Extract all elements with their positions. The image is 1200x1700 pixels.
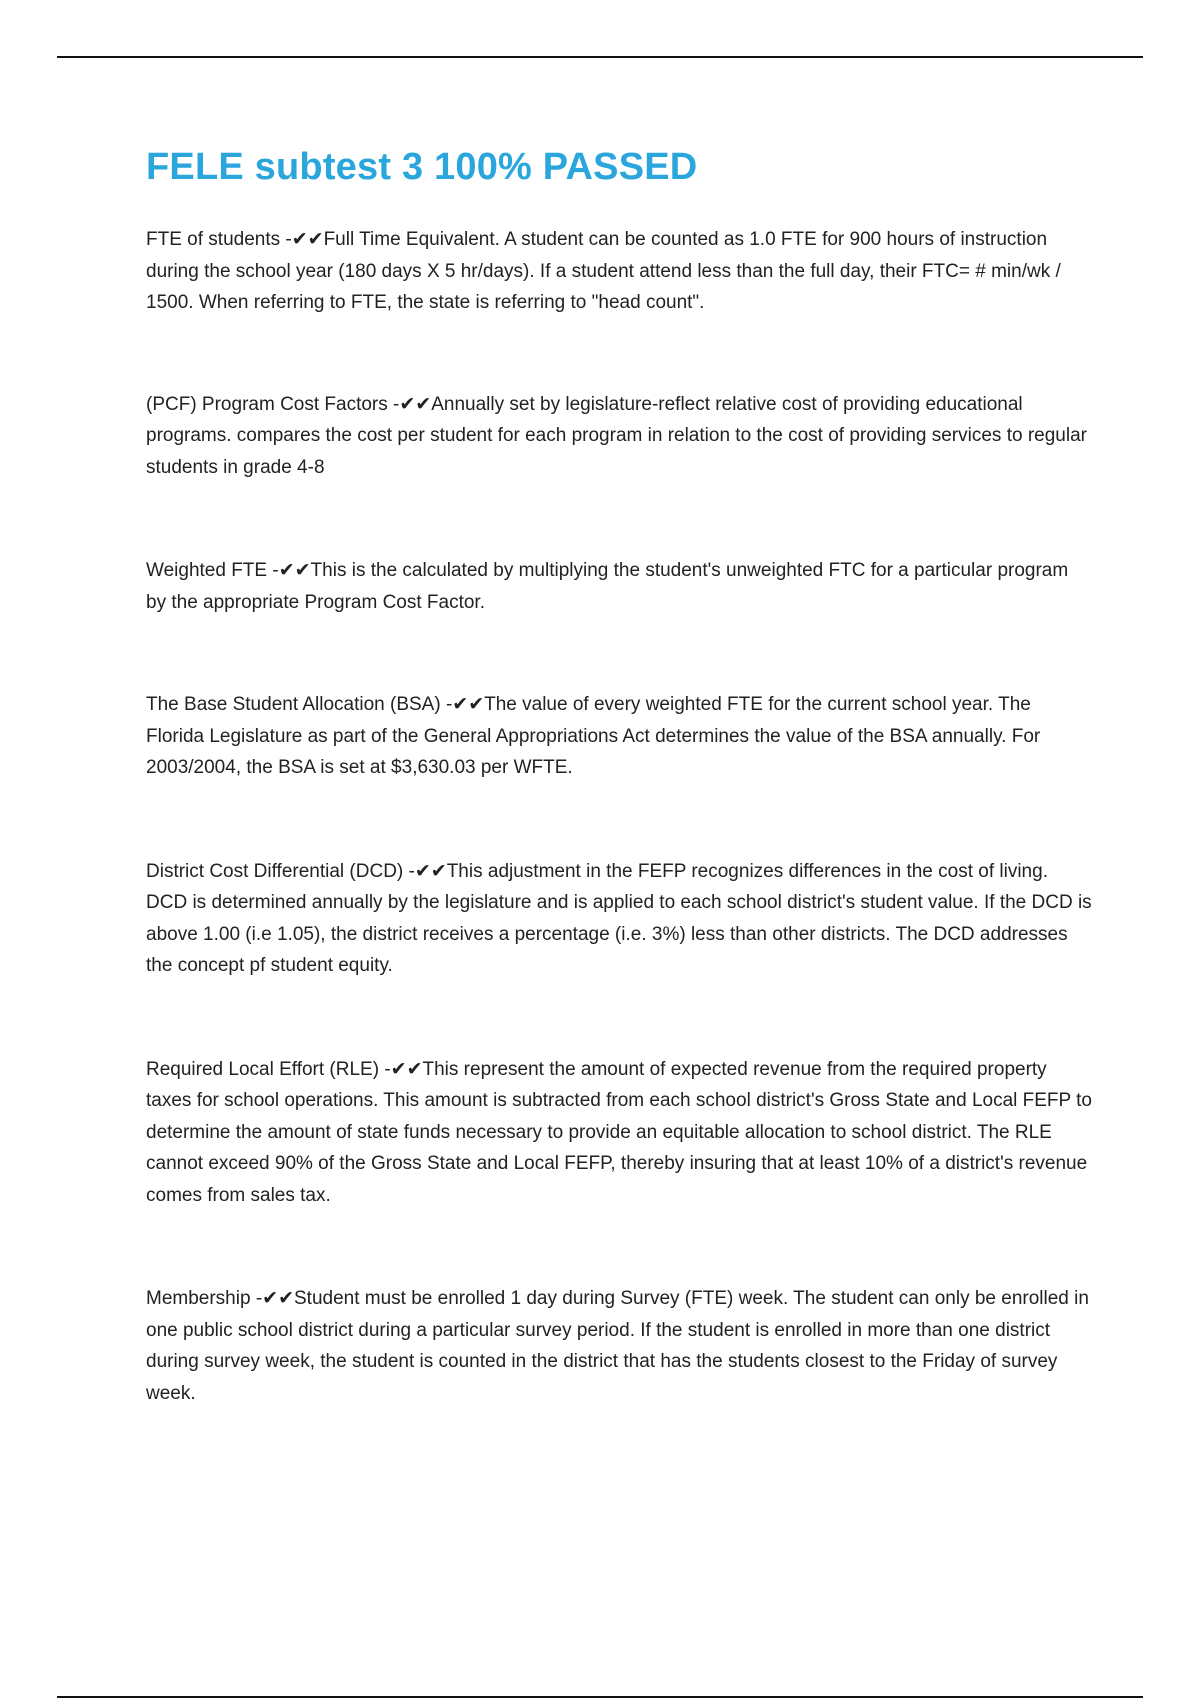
entry-separator: - — [440, 694, 453, 715]
entry-term: Weighted FTE — [146, 560, 268, 581]
top-rule — [57, 56, 1143, 58]
entry-definition: This adjustment in the FEFP recognizes differences in the cost of living. DCD is determined annually by the legislature and is applied to each school district's student value. If the DCD is above 1.00 (i.e 1.05), the district receives a percentage (i.e. 3%) less than other districts. The DCD addresses the concept pf student equity. — [146, 860, 1092, 976]
flashcard-entry — [146, 856, 1092, 982]
flashcard-entry — [146, 1054, 1092, 1212]
entry-definition: This represent the amount of expected revenue from the required property taxes for school operations. This amount is subtracted from each school district's Gross State and Local FEFP to determine the amount of state funds necessary to provide an equitable allocation to school district. The RLE cannot exceed 90% of the Gross State and Local FEFP, thereby insuring that at least 10% of a district's revenue comes from sales tax. — [146, 1058, 1092, 1206]
entry-definition: Student must be enrolled 1 day during Survey (FTE) week. The student can only be enrolled in one public school district during a particular survey period. If the student is enrolled in more than one district during survey week, the student is counted in the district that has the students closest to the Friday of survey week. — [146, 1288, 1089, 1404]
flashcard-entry — [146, 389, 1092, 484]
entry-definition: Full Time Equivalent. A student can be counted as 1.0 FTE for 900 hours of instruction during the school year (180 days X 5 hr/days). If a student attend less than the full day, their FTC= # min/wk / 1500. When referring to FTE, the state is referring to "head count". — [146, 229, 1061, 313]
double-check-icon: ✔✔ — [291, 228, 324, 250]
double-check-icon: ✔✔ — [414, 859, 447, 882]
entry-term: District Cost Differential (DCD) — [146, 860, 404, 882]
flashcard-entry — [146, 224, 1092, 319]
entry-definition: This is the calculated by multiplying the student's unweighted FTC for a particular program by the appropriate Program Cost Factor. — [146, 560, 1069, 613]
entry-term: Membership — [146, 1288, 251, 1309]
entry-separator: - — [250, 1288, 263, 1309]
double-check-icon: ✔✔ — [390, 1057, 423, 1080]
entry-term: FTE of students — [146, 229, 281, 250]
flashcard-entry — [146, 1283, 1092, 1409]
entry-term: (PCF) Program Cost Factors — [146, 393, 388, 415]
flashcard-entry — [146, 555, 1092, 618]
bottom-rule — [57, 1696, 1143, 1698]
entry-separator: - — [379, 1058, 391, 1080]
entry-definition: The value of every weighted FTE for the current school year. The Florida Legislature as part of the General Appropriations Act determines the value of the BSA annually. For 2003/2004, the BSA is set at $3,630.03 per WFTE. — [146, 694, 1041, 778]
entry-separator: - — [387, 393, 400, 415]
double-check-icon: ✔✔ — [452, 693, 485, 715]
entry-term: Required Local Effort (RLE) — [146, 1058, 380, 1080]
entry-definition: Annually set by legislature-reflect relative cost of providing educational programs. compares the cost per student for each program in relation to the cost of providing services to regular students in grade 4-8 — [146, 393, 1087, 478]
entry-term: The Base Student Allocation (BSA) — [146, 694, 441, 715]
double-check-icon: ✔✔ — [262, 1287, 294, 1309]
document-title: FELE subtest 3 100% PASSED — [146, 146, 698, 188]
entry-separator: - — [280, 229, 292, 250]
entry-separator: - — [267, 560, 279, 581]
double-check-icon: ✔✔ — [278, 559, 311, 581]
double-check-icon: ✔✔ — [399, 392, 432, 415]
entry-separator: - — [403, 860, 415, 882]
flashcard-list — [146, 224, 1092, 1481]
flashcard-entry — [146, 689, 1092, 784]
